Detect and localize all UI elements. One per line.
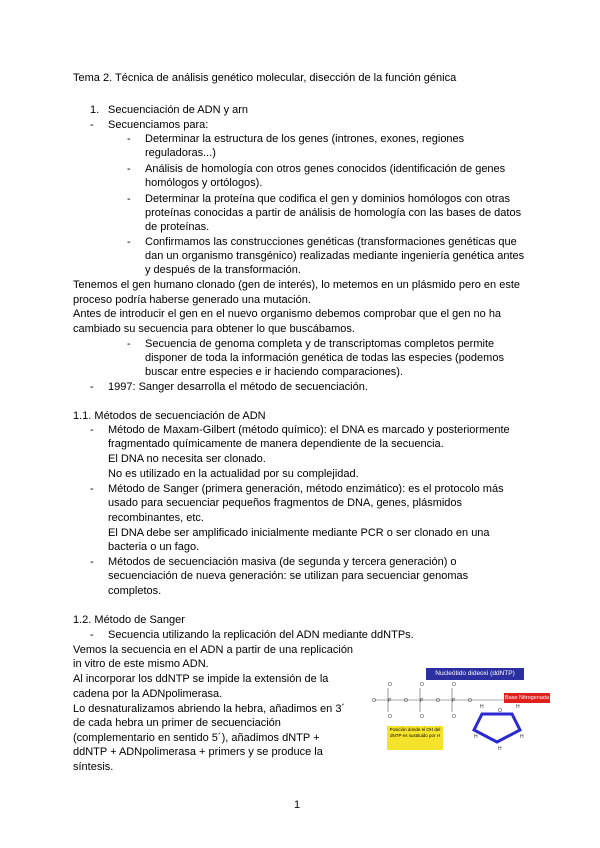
atom-label: O: [452, 714, 456, 720]
text-line: Secuenciación de ADN y arn: [108, 104, 249, 116]
atom-label: O: [452, 682, 456, 688]
text-line: Antes de introducir el gen en el nuevo organismo debemos comprobar que el gen no ha: [73, 308, 502, 320]
bullet-marker: -: [90, 629, 94, 641]
text-line: cadena por la ADNpolimerasa.: [73, 688, 223, 700]
text-line: ddNTP + ADNpolimerasa + primers y se produce la: [73, 746, 323, 758]
atom-label: O: [404, 698, 408, 704]
text-line: fragmentado químicamente de manera dependiente de la secuencia.: [108, 438, 444, 450]
text-line: 1.1. Métodos de secuenciación de ADN: [73, 410, 266, 422]
text-line: completos.: [108, 585, 162, 597]
ddntp-structure-figure: [362, 666, 532, 778]
text-line: de proteínas.: [145, 221, 210, 233]
text-line: Confirmamos las construcciones genéticas (transformaciones genéticas que: [145, 236, 517, 248]
text-line: Determinar la estructura de los genes (intrones, exones, regiones: [145, 133, 465, 145]
bullet-marker: -: [127, 338, 131, 350]
page-number: 1: [294, 799, 301, 811]
text-line: recombinantes, etc.: [108, 512, 204, 524]
figure-title: Nucleótido dideoxi (ddNTP): [426, 668, 524, 680]
atom-label: O: [420, 714, 424, 720]
bullet-marker: -: [127, 236, 131, 248]
text-line: y después de la transformación.: [145, 264, 301, 276]
text-line: (complementario en sentido 5´), añadimos dNTP +: [73, 732, 320, 744]
atom-label: H: [498, 746, 502, 752]
text-line: bacteria o un fago.: [108, 541, 200, 553]
document-title: Tema 2. Técnica de análisis genético molecular, disección de la función génica: [73, 72, 457, 84]
text-line: Lo desnaturalizamos abriendo la hebra, añadimos en 3´: [73, 703, 346, 715]
text-line: Métodos de secuenciación masiva (de segunda y tercera generación) o: [108, 556, 457, 568]
text-line: No es utilizado en la actualidad por su complejidad.: [108, 468, 359, 480]
atom-label: H: [516, 704, 520, 710]
bullet-marker: -: [127, 193, 131, 205]
atom-label: H: [480, 704, 484, 710]
text-line: dan un organismo transgénico) realizadas mediante ingeniería genética antes: [145, 250, 525, 262]
atom-label: P: [420, 698, 424, 704]
bullet-marker: -: [127, 163, 131, 175]
text-line: Vemos la secuencia en el ADN a partir de una replicación: [73, 644, 354, 656]
atom-label: H: [474, 734, 478, 740]
text-line: homólogos y ortólogos).: [145, 177, 263, 189]
text-line: in vitro de este mismo ADN.: [73, 658, 209, 670]
text-line: 1.2. Método de Sanger: [73, 614, 185, 626]
text-line: proteínas conocidas a partir de análisis de homología con las bases de datos: [145, 207, 522, 219]
atom-label: P: [388, 698, 392, 704]
text-line: secuenciación de nueva generación: se utilizan para secuenciar genomas: [108, 570, 469, 582]
text-line: Determinar la proteína que codifica el gen y dominios homólogos con otras: [145, 193, 511, 205]
text-line: Secuencia utilizando la replicación del ADN mediante ddNTPs.: [108, 629, 414, 641]
list-number: 1.: [90, 104, 100, 116]
bullet-marker: -: [127, 133, 131, 145]
bullet-marker: -: [90, 424, 94, 436]
atom-label: P: [452, 698, 456, 704]
bullet-marker: -: [90, 556, 94, 568]
text-line: de cada hebra un primer de secuenciación: [73, 717, 281, 729]
text-line: El DNA debe ser amplificado inicialmente mediante PCR o ser clonado en una: [108, 527, 490, 539]
text-line: Al incorporar los ddNTP se impide la extensión de la: [73, 673, 329, 685]
atom-label: H: [520, 734, 524, 740]
text-line: usado para secuenciar pequeños fragmentos de DNA, genes, plásmidos: [108, 497, 463, 509]
text-line: cambiado su secuencia para obtener lo que buscábamos.: [73, 323, 355, 335]
atom-label: O: [388, 714, 392, 720]
text-line: Secuencia de genoma completa y de transcriptomas completos permite: [145, 338, 495, 350]
atom-label: O: [468, 698, 472, 704]
text-line: Análisis de homología con otros genes conocidos (identificación de genes: [145, 163, 506, 175]
base-label: Base Nitrogenada: [504, 695, 550, 701]
text-line: disponer de toda la información genética de todas las especies (podemos: [145, 352, 504, 364]
atom-label: O: [420, 682, 424, 688]
text-line: 1997: Sanger desarrolla el método de secuenciación.: [108, 381, 368, 393]
text-line: proceso podría haberse generado una mutación.: [73, 294, 311, 306]
atom-label: O: [388, 682, 392, 688]
bullet-marker: -: [90, 381, 94, 393]
atom-label: O: [372, 698, 376, 704]
text-line: Secuenciamos para:: [108, 119, 209, 131]
text-line: Método de Maxam-Gilbert (método químico): el DNA es marcado y posteriormente: [108, 424, 510, 436]
position-note: Posición donde el OH del dNTP es sustituido por H: [387, 726, 443, 750]
ribose-ring: [474, 714, 520, 742]
text-line: El DNA no necesita ser clonado.: [108, 453, 266, 465]
bullet-marker: -: [90, 483, 94, 495]
text-line: buscar entre especies e ir haciendo comparaciones).: [145, 366, 404, 378]
atom-label: O: [498, 708, 502, 714]
atom-label: O: [436, 698, 440, 704]
text-line: síntesis.: [73, 761, 114, 773]
text-line: Método de Sanger (primera generación, método enzimático): es el protocolo más: [108, 483, 504, 495]
bullet-marker: -: [90, 119, 94, 131]
text-line: Tenemos el gen humano clonado (gen de interés), lo metemos en un plásmido pero en este: [73, 279, 520, 291]
text-line: reguladoras...): [145, 147, 216, 159]
